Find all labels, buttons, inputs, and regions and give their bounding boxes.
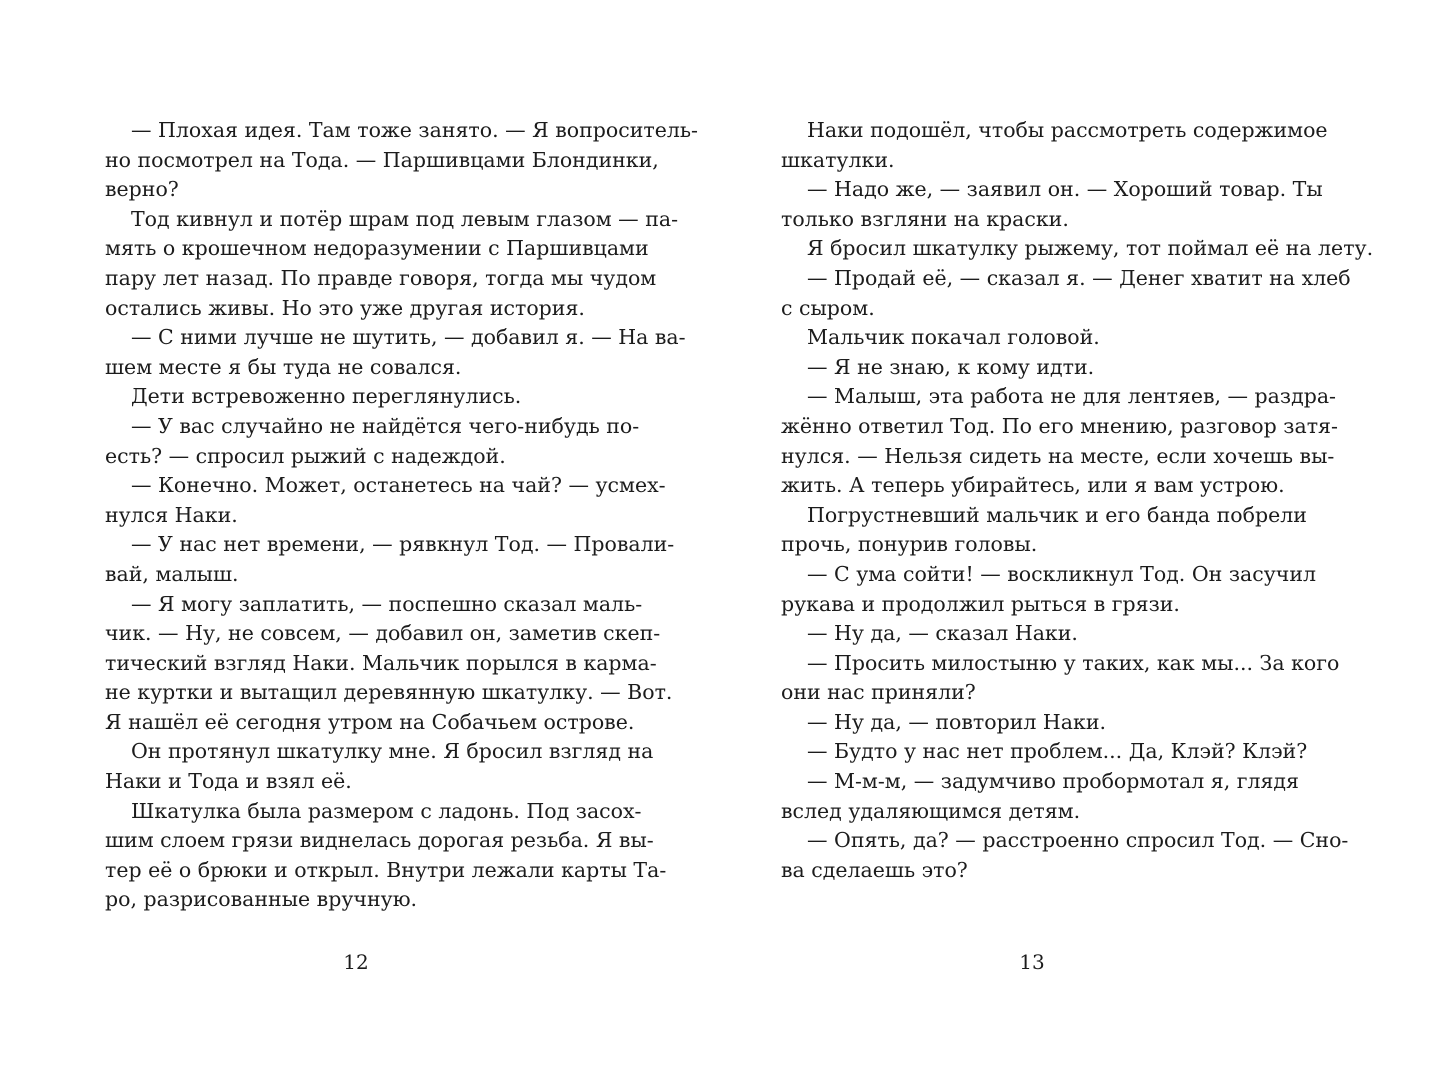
text-line: — У нас нет времени, — рявкнул Тод. — Провали-	[131, 532, 675, 557]
text-line: шем месте я бы туда не совался.	[105, 354, 462, 379]
text-line: жить. А теперь убирайтесь, или я вам устрою.	[781, 473, 1285, 498]
text-line: Погрустневший мальчик и его банда побрели	[807, 502, 1307, 527]
page-number-left: 12	[343, 950, 369, 974]
text-line: нулся. — Нельзя сидеть на месте, если хочешь вы-	[781, 443, 1335, 468]
text-line: — Конечно. Может, останетесь на чай? — усмех-	[131, 473, 666, 498]
page-number-right: 13	[1019, 950, 1045, 974]
text-line: — Просить милостыню у таких, как мы... За кого	[807, 650, 1340, 675]
text-line: ва сделаешь это?	[781, 857, 968, 882]
text-line: с сыром.	[781, 295, 875, 320]
text-line: — У вас случайно не найдётся чего-нибудь по-	[131, 413, 640, 438]
text-line: — М-м-м, — задумчиво пробормотал я, глядя	[807, 769, 1299, 794]
text-line: — Опять, да? — расстроенно спросил Тод. — Сно-	[807, 828, 1349, 853]
text-line: рукава и продолжил рыться в грязи.	[781, 591, 1180, 616]
text-line: Я нашёл её сегодня утром на Собачьем острове.	[105, 709, 635, 734]
text-line: но посмотрел на Тода. — Паршивцами Блондинки,	[105, 147, 659, 172]
text-line: шкатулки.	[781, 147, 895, 172]
text-line: чик. — Ну, не совсем, — добавил он, заметив скеп-	[105, 621, 661, 646]
text-line: Дети встревоженно переглянулись.	[131, 384, 522, 409]
text-line: Наки и Тода и взял её.	[105, 769, 352, 794]
text-line: — Ну да, — сказал Наки.	[807, 621, 1078, 646]
text-line: — Плохая идея. Там тоже занято. — Я вопроситель-	[131, 118, 698, 142]
text-line: Мальчик покачал головой.	[807, 325, 1100, 350]
text-line: они нас приняли?	[781, 680, 976, 705]
text-line: — Надо же, — заявил он. — Хороший товар. Ты	[807, 177, 1323, 202]
text-line: — С ума сойти! — воскликнул Тод. Он засучил	[807, 561, 1317, 586]
text-line: Я бросил шкатулку рыжему, тот поймал её на лету.	[807, 236, 1374, 261]
text-line: Шкатулка была размером с ладонь. Под засох-	[131, 798, 642, 823]
text-line: есть? — спросил рыжий с надеждой.	[105, 443, 506, 468]
text-line: вай, малыш.	[105, 561, 239, 586]
text-line: ро, разрисованные вручную.	[105, 887, 418, 912]
text-line: нулся Наки.	[105, 502, 238, 527]
text-line: жённо ответил Тод. По его мнению, разговор затя-	[781, 413, 1338, 438]
right-page	[781, 116, 1374, 885]
text-line: мять о крошечном недоразумении с Паршивцами	[105, 236, 649, 261]
text-line: Он протянул шкатулку мне. Я бросил взгляд на	[131, 739, 654, 764]
text-line: — С ними лучше не шутить, — добавил я. — На ва-	[131, 325, 686, 350]
left-page	[105, 116, 698, 915]
text-line: тический взгляд Наки. Мальчик порылся в карма-	[105, 650, 657, 675]
text-line: вслед удаляющимся детям.	[781, 798, 1081, 823]
text-line: Тод кивнул и потёр шрам под левым глазом — па-	[131, 206, 679, 231]
text-line: шим слоем грязи виднелась дорогая резьба. Я вы-	[105, 828, 654, 853]
text-line: — Малыш, эта работа не для лентяев, — раздра-	[807, 384, 1336, 409]
text-line: верно?	[105, 177, 179, 202]
text-line: остались живы. Но это уже другая история.	[105, 295, 585, 320]
text-line: прочь, понурив головы.	[781, 532, 1038, 557]
text-line: тер её о брюки и открыл. Внутри лежали карты Та-	[105, 857, 667, 882]
text-line: — Я могу заплатить, — поспешно сказал маль-	[131, 591, 643, 616]
text-line: — Я не знаю, к кому идти.	[807, 354, 1095, 379]
text-line: не куртки и вытащил деревянную шкатулку. — Вот.	[105, 680, 673, 705]
text-line: — Ну да, — повторил Наки.	[807, 709, 1107, 734]
text-line: Наки подошёл, чтобы рассмотреть содержимое	[807, 118, 1328, 142]
text-line: — Будто у нас нет проблем... Да, Клэй? Клэй?	[807, 739, 1308, 764]
text-line: — Продай её, — сказал я. — Денег хватит на хлеб	[807, 265, 1351, 290]
text-line: пару лет назад. По правде говоря, тогда мы чудом	[105, 265, 657, 290]
text-line: только взгляни на краски.	[781, 206, 1069, 231]
